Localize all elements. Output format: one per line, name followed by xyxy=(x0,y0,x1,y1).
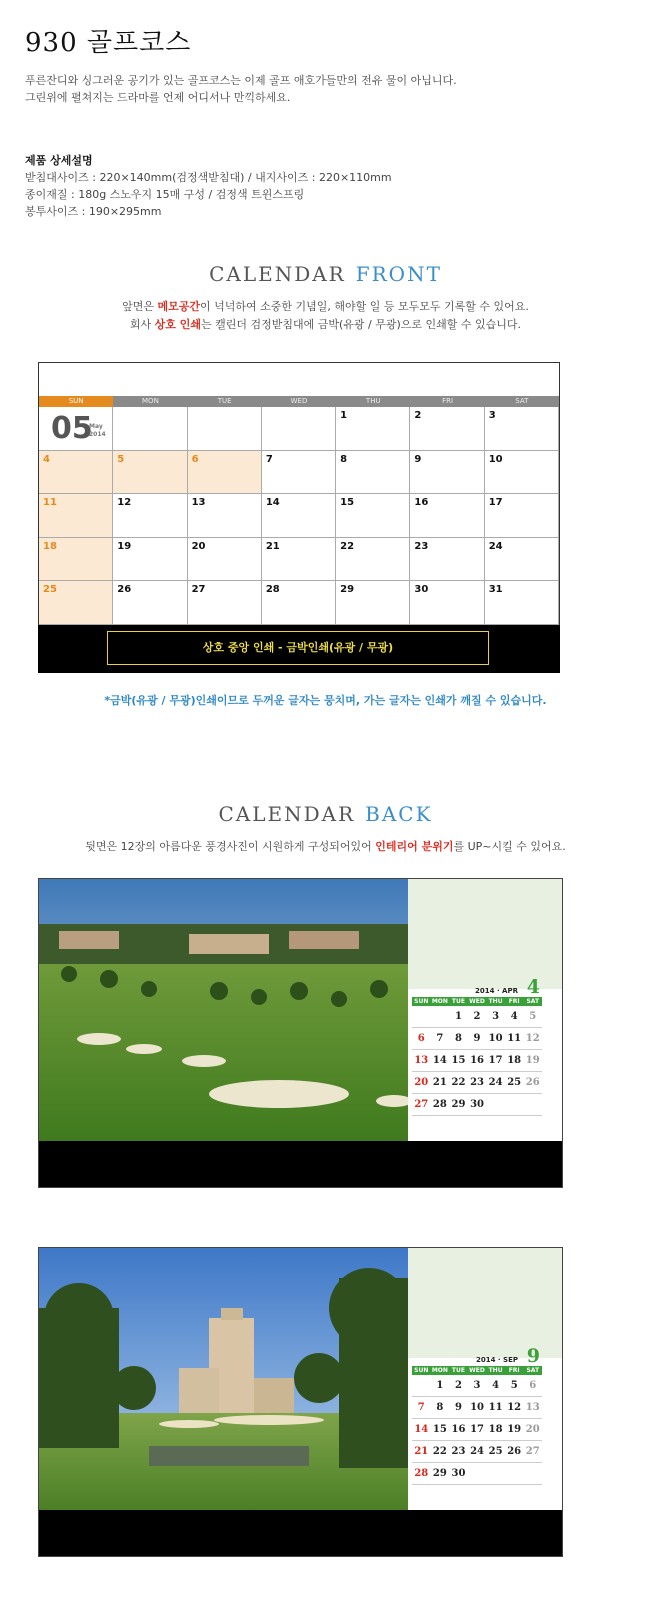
side-tint xyxy=(408,1248,562,1358)
mini-day: 13 xyxy=(525,1402,540,1413)
day-cell xyxy=(188,581,262,625)
day-number: 10 xyxy=(488,453,503,465)
mini-day: 10 xyxy=(488,1033,503,1044)
mini-weekday: MON xyxy=(431,998,448,1005)
day-cell xyxy=(188,451,262,495)
mini-day: 23 xyxy=(470,1077,484,1088)
day-number: 14 xyxy=(265,497,280,509)
mini-year-month: 2014 · APR xyxy=(475,987,518,995)
day-number: 31 xyxy=(488,584,503,596)
mini-day xyxy=(505,1463,524,1484)
day-cell xyxy=(485,494,559,538)
mini-weekdays xyxy=(412,1366,542,1375)
day-number: 21 xyxy=(265,540,280,552)
mini-weekdays xyxy=(412,997,542,1006)
day-cell xyxy=(485,407,559,451)
day-cell xyxy=(39,407,113,451)
spec-line: 종이재질 : 180g 스노우지 15매 구성 / 검정색 트윈스프링 xyxy=(25,188,305,201)
mini-day: 24 xyxy=(488,1077,503,1088)
intro-line: 그린위에 펼쳐지는 드라마를 언제 어디서나 만끽하세요. xyxy=(25,91,291,104)
mini-day: 21 xyxy=(414,1446,429,1457)
mini-weekday: SAT xyxy=(526,1367,540,1374)
mini-day: 16 xyxy=(451,1424,466,1435)
mini-day: 18 xyxy=(488,1424,503,1435)
mini-weekday: FRI xyxy=(508,1367,520,1374)
weekday-label: SUN xyxy=(39,396,113,407)
spec-line: 받침대사이즈 : 220×140mm(검정색받침대) / 내지사이즈 : 220×110mm xyxy=(25,171,392,184)
month-name: May xyxy=(89,423,103,430)
day-cell xyxy=(113,581,187,625)
mini-year-month: 2014 · SEP xyxy=(476,1356,518,1364)
mini-week-row xyxy=(412,1094,542,1116)
mini-day: 19 xyxy=(525,1055,540,1066)
day-cell xyxy=(485,451,559,495)
mini-week-row xyxy=(412,1050,542,1072)
day-cell xyxy=(336,494,410,538)
day-cell xyxy=(410,581,484,625)
mini-weeks xyxy=(412,1006,542,1116)
day-cell xyxy=(188,494,262,538)
mini-day: 2 xyxy=(454,1380,462,1391)
calendar-side xyxy=(408,879,562,1141)
mini-week-row xyxy=(412,1463,542,1485)
day-cell xyxy=(113,407,187,451)
mini-day: 28 xyxy=(414,1468,429,1479)
mini-day: 11 xyxy=(507,1033,522,1044)
mini-day: 29 xyxy=(451,1099,466,1110)
mini-day: 17 xyxy=(488,1055,503,1066)
day-number: 22 xyxy=(340,540,355,552)
mini-day: 30 xyxy=(451,1468,466,1479)
front-calendar xyxy=(38,362,560,672)
day-number: 24 xyxy=(488,540,503,552)
mini-weekday: THU xyxy=(488,1367,503,1374)
day-cell xyxy=(485,538,559,582)
day-number: 17 xyxy=(488,497,503,509)
day-cell xyxy=(113,538,187,582)
desc-text: 회사 xyxy=(129,318,155,331)
mini-day: 6 xyxy=(529,1380,537,1391)
front-desc-line-2 xyxy=(0,316,651,334)
day-number: 15 xyxy=(340,497,355,509)
calendar-stand xyxy=(39,1141,563,1188)
day-cell xyxy=(410,538,484,582)
mini-weekday: FRI xyxy=(508,998,520,1005)
mini-day: 17 xyxy=(470,1424,484,1435)
mini-day: 14 xyxy=(432,1055,447,1066)
day-number: 11 xyxy=(43,497,57,509)
day-cell xyxy=(410,451,484,495)
mini-weekday: THU xyxy=(488,998,503,1005)
mini-day: 27 xyxy=(525,1446,540,1457)
day-cell xyxy=(262,494,336,538)
weekday-label: THU xyxy=(365,397,381,405)
day-cell xyxy=(485,581,559,625)
mini-day: 12 xyxy=(525,1033,540,1044)
mini-day: 13 xyxy=(414,1055,429,1066)
mini-day xyxy=(486,1463,505,1484)
mini-day: 1 xyxy=(454,1011,462,1022)
back-title-b: BACK xyxy=(365,802,433,826)
mini-day: 10 xyxy=(470,1402,484,1413)
mini-day: 25 xyxy=(507,1077,522,1088)
mini-day xyxy=(468,1463,487,1484)
day-number: 30 xyxy=(414,584,429,596)
mini-week-row xyxy=(412,1072,542,1094)
golf-resort-photo xyxy=(39,1248,408,1510)
day-cell xyxy=(188,538,262,582)
day-number: 19 xyxy=(117,540,132,552)
desc-text: 이 넉넉하여 소중한 기념일, 해야할 일 등 모두모두 기록할 수 있어요. xyxy=(200,300,529,313)
mini-day: 20 xyxy=(414,1077,429,1088)
mini-weekday: SUN xyxy=(414,998,429,1005)
weekday-label: TUE xyxy=(217,397,232,405)
mini-day: 29 xyxy=(432,1468,447,1479)
mini-day: 7 xyxy=(417,1402,425,1413)
mini-weekday: SUN xyxy=(414,1367,429,1374)
desc-highlight: 메모공간 xyxy=(157,300,201,313)
day-number: 5 xyxy=(117,453,125,465)
mini-week-row xyxy=(412,1441,542,1463)
mini-day: 14 xyxy=(414,1424,429,1435)
mini-day: 5 xyxy=(510,1380,518,1391)
day-number: 3 xyxy=(488,410,496,421)
mini-day: 2 xyxy=(473,1011,481,1022)
mini-day: 26 xyxy=(507,1446,522,1457)
day-number: 29 xyxy=(340,584,355,596)
day-number: 8 xyxy=(340,453,348,465)
mini-day xyxy=(412,1006,431,1027)
day-cell xyxy=(410,407,484,451)
mini-week-row xyxy=(412,1375,542,1397)
mini-day: 20 xyxy=(525,1424,540,1435)
mini-day xyxy=(523,1094,542,1115)
mini-day: 8 xyxy=(454,1033,462,1044)
day-number: 9 xyxy=(414,453,422,465)
front-desc-line-1 xyxy=(0,298,651,316)
mini-day: 5 xyxy=(529,1011,537,1022)
day-cell xyxy=(39,538,113,582)
mini-day: 6 xyxy=(417,1033,425,1044)
month-year: 2014 xyxy=(89,431,106,438)
mini-weekday: TUE xyxy=(451,998,465,1005)
mini-day: 30 xyxy=(470,1099,484,1110)
day-cell xyxy=(39,581,113,625)
intro-line: 푸른잔디와 싱그러운 공기가 있는 골프코스는 이제 골프 애호가들만의 전유 물이 아닙니다. xyxy=(25,74,457,87)
mini-calendar-september xyxy=(412,1345,542,1485)
mini-day: 24 xyxy=(470,1446,484,1457)
mini-day: 7 xyxy=(436,1033,444,1044)
day-cell xyxy=(39,494,113,538)
day-number: 16 xyxy=(414,497,429,509)
back-description xyxy=(0,838,651,856)
side-tint xyxy=(408,879,562,989)
mini-day: 9 xyxy=(473,1033,481,1044)
mini-day xyxy=(505,1094,524,1115)
mini-week-row xyxy=(412,1006,542,1028)
mini-day: 16 xyxy=(470,1055,484,1066)
mini-weekday: MON xyxy=(431,1367,448,1374)
mini-day: 4 xyxy=(510,1011,518,1022)
mini-day: 21 xyxy=(432,1077,447,1088)
front-title-b: FRONT xyxy=(355,262,442,286)
day-cell xyxy=(188,407,262,451)
desc-text: 를 UP~시킬 수 있어요. xyxy=(453,840,566,853)
calendar-stand xyxy=(39,1510,563,1557)
weekday-label: MON xyxy=(142,397,159,405)
mini-day xyxy=(523,1463,542,1484)
day-cell xyxy=(113,494,187,538)
intro-text xyxy=(25,72,457,106)
mini-calendar-april xyxy=(412,976,542,1116)
mini-day: 4 xyxy=(492,1380,500,1391)
day-number: 23 xyxy=(414,540,429,552)
weekday-header xyxy=(39,396,559,407)
mini-day: 8 xyxy=(436,1402,444,1413)
mini-day: 25 xyxy=(488,1446,503,1457)
mini-day: 1 xyxy=(436,1380,444,1391)
weekday-label: WED xyxy=(290,397,308,405)
day-cell xyxy=(336,451,410,495)
mini-weeks xyxy=(412,1375,542,1485)
desc-text: 뒷면은 12장의 아름다운 풍경사진이 시원하게 구성되어있어 xyxy=(85,840,376,853)
print-area-label: 상호 중앙 인쇄 - 금박인쇄(유광 / 무광) xyxy=(107,631,489,665)
weekday-label: FRI xyxy=(442,397,454,405)
mini-week-row xyxy=(412,1397,542,1419)
day-number: 13 xyxy=(191,497,206,509)
day-cell xyxy=(113,451,187,495)
mini-day: 15 xyxy=(451,1055,466,1066)
day-cell xyxy=(262,581,336,625)
day-number: 12 xyxy=(117,497,132,509)
day-cell xyxy=(410,494,484,538)
desc-text: 앞면은 xyxy=(122,300,158,313)
mini-day: 9 xyxy=(454,1402,462,1413)
day-number: 2 xyxy=(414,410,422,421)
day-number: 25 xyxy=(43,584,57,596)
spec-heading: 제품 상세설명 xyxy=(25,154,93,167)
day-cell xyxy=(262,451,336,495)
mini-month-number: 4 xyxy=(526,976,540,998)
mini-day: 22 xyxy=(432,1446,447,1457)
back-section-title xyxy=(0,802,651,826)
mini-day xyxy=(431,1006,450,1027)
mini-day: 15 xyxy=(432,1424,447,1435)
month-caption xyxy=(89,423,106,439)
spec-line: 봉투사이즈 : 190×295mm xyxy=(25,205,162,218)
mini-header xyxy=(412,1345,542,1367)
mini-weekday: TUE xyxy=(451,1367,465,1374)
day-cell xyxy=(262,538,336,582)
page-title: 930 골프코스 xyxy=(25,28,192,58)
day-number: 20 xyxy=(191,540,206,552)
mini-day: 3 xyxy=(492,1011,500,1022)
back-calendar-april xyxy=(38,878,563,1188)
day-number: 6 xyxy=(191,453,199,465)
mini-day: 26 xyxy=(525,1077,540,1088)
calendar-stand xyxy=(38,625,560,673)
mini-day: 28 xyxy=(432,1099,447,1110)
mini-weekday: SAT xyxy=(526,998,540,1005)
day-number: 7 xyxy=(265,453,273,465)
mini-month-number: 9 xyxy=(526,1345,540,1367)
mini-week-row xyxy=(412,1419,542,1441)
mini-day: 3 xyxy=(473,1380,481,1391)
day-cell xyxy=(336,538,410,582)
front-description xyxy=(0,298,651,334)
day-number: 1 xyxy=(340,410,348,421)
desc-text: 는 캘린더 검정받침대에 금박(유광 / 무광)으로 인쇄할 수 있습니다. xyxy=(201,318,522,331)
mini-weekday: WED xyxy=(469,1367,485,1374)
golf-course-photo xyxy=(39,879,408,1141)
front-title-a: CALENDAR xyxy=(209,262,346,286)
day-cell xyxy=(39,451,113,495)
weekday-label: SAT xyxy=(515,397,529,405)
calendar-grid xyxy=(39,407,559,625)
desc-highlight: 인테리어 분위기 xyxy=(375,840,454,853)
day-number: 26 xyxy=(117,584,132,596)
mini-day: 12 xyxy=(507,1402,522,1413)
product-spec xyxy=(25,152,392,220)
back-calendar-september xyxy=(38,1247,563,1557)
mini-day: 23 xyxy=(451,1446,466,1457)
day-number: 27 xyxy=(191,584,206,596)
day-cell xyxy=(262,407,336,451)
mini-day: 27 xyxy=(414,1099,429,1110)
mini-day xyxy=(486,1094,505,1115)
month-number: 05 xyxy=(51,411,93,446)
mini-day: 18 xyxy=(507,1055,522,1066)
day-number: 28 xyxy=(265,584,280,596)
calendar-side xyxy=(408,1248,562,1510)
day-number: 18 xyxy=(43,540,57,552)
desc-highlight: 상호 인쇄 xyxy=(154,318,202,331)
back-title-a: CALENDAR xyxy=(218,802,356,826)
mini-header xyxy=(412,976,542,998)
day-number: 4 xyxy=(43,453,50,465)
day-cell xyxy=(336,407,410,451)
mini-day: 22 xyxy=(451,1077,466,1088)
day-cell xyxy=(336,581,410,625)
print-note: *금박(유광 / 무광)인쇄이므로 두꺼운 글자는 뭉치며, 가는 글자는 인쇄가 깨질 수 있습니다. xyxy=(104,694,547,707)
mini-week-row xyxy=(412,1028,542,1050)
mini-day xyxy=(412,1375,431,1396)
mini-day: 19 xyxy=(507,1424,522,1435)
front-section-title xyxy=(0,262,651,286)
mini-weekday: WED xyxy=(469,998,485,1005)
mini-day: 11 xyxy=(488,1402,503,1413)
